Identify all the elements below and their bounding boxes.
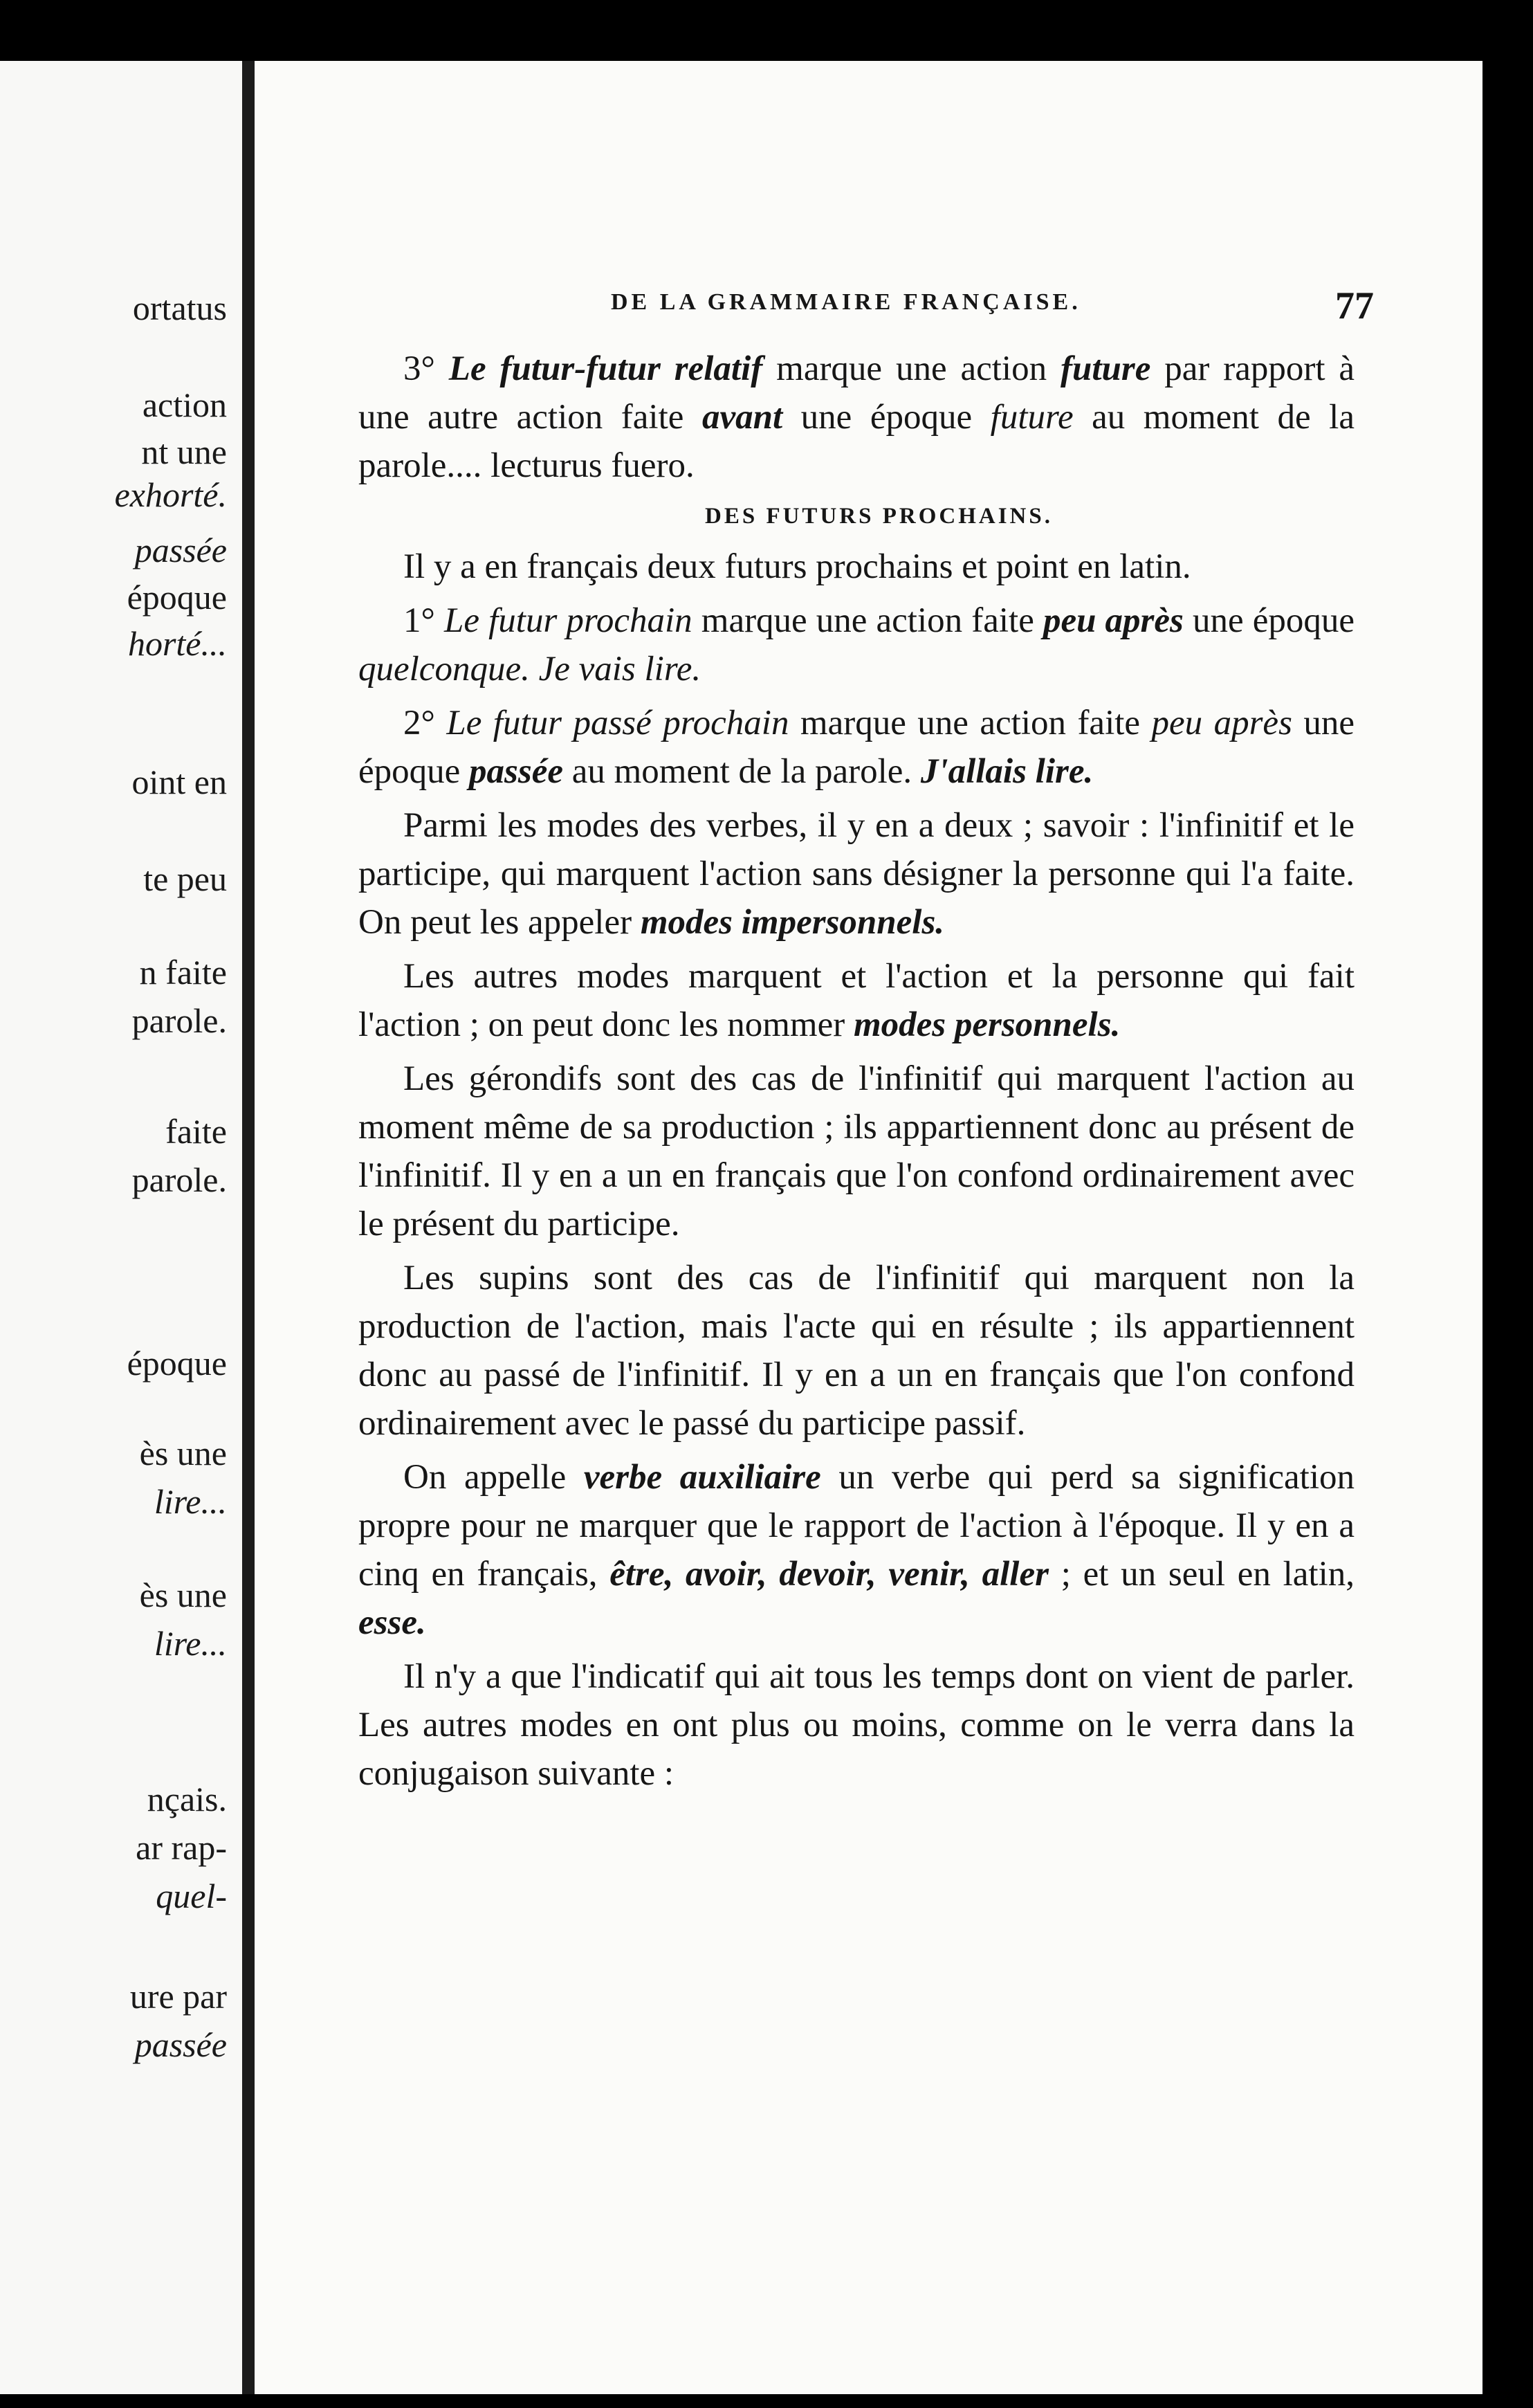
left-page-line: ure par xyxy=(129,1977,227,2016)
left-page-line: oint en xyxy=(131,763,227,801)
left-page-line: époque xyxy=(127,578,227,617)
item-number: 2° xyxy=(403,704,435,742)
text: une époque xyxy=(782,398,991,437)
paragraph-modes-impersonnels xyxy=(358,801,1355,947)
text: une époque xyxy=(1183,601,1355,640)
text: au moment de la parole.... lecturus fuero. xyxy=(358,398,1355,485)
left-page-line: exhorté. xyxy=(114,475,227,514)
item-number: 1° xyxy=(403,601,435,640)
emphasis: verbe auxiliaire xyxy=(583,1458,821,1497)
text: par rapport à une autre action faite xyxy=(358,349,1355,437)
emphasis: passée xyxy=(469,752,563,791)
left-page-line: parole. xyxy=(131,1001,227,1040)
emphasis: quelconque. Je vais lire. xyxy=(358,650,701,688)
left-page-line: parole. xyxy=(131,1160,227,1199)
left-page-line: faite xyxy=(165,1112,227,1151)
emphasis: modes personnels. xyxy=(853,1005,1121,1044)
item-number: 3° xyxy=(403,349,435,388)
paragraph-modes-personnels xyxy=(358,952,1355,1049)
left-page-line: n faite xyxy=(139,953,227,992)
emphasis: peu après xyxy=(1151,704,1292,742)
text: marque une action faite xyxy=(789,704,1152,742)
page-header xyxy=(255,284,1482,338)
text: Les autres modes marquent et l'action et la personne qui fait l'action ; on peut donc les nommer xyxy=(358,957,1355,1044)
paragraph-intro-futurs-prochains: Il y a en français deux futurs prochains et point en latin. xyxy=(403,547,1191,586)
paragraph-futur-passe-prochain xyxy=(358,699,1355,796)
paragraph-gerondifs: Les gérondifs sont des cas de l'infinitif qui marquent l'action au moment même de sa production ; ils appartiennent donc au présent de l'infinitif. Il y en a un en français que l'on confond ordinairement avec le présent du participe. xyxy=(358,1059,1355,1243)
left-page-line: nt une xyxy=(141,432,227,471)
emphasis: future xyxy=(990,398,1074,437)
left-page-line: lire... xyxy=(154,1624,227,1663)
emphasis: esse. xyxy=(358,1603,426,1642)
left-page-line: ortatus xyxy=(132,289,227,327)
left-page-line: ar rap- xyxy=(136,1828,227,1867)
left-page-line: nçais. xyxy=(147,1780,227,1818)
text: ; et un seul en latin, xyxy=(1048,1555,1355,1594)
text: marque une action xyxy=(762,349,1061,388)
section-heading: DES FUTURS PROCHAINS. xyxy=(705,504,1053,529)
left-page-line: action xyxy=(142,385,227,424)
emphasis: être, avoir, devoir, venir, aller xyxy=(609,1555,1049,1594)
left-page-fragment xyxy=(0,61,242,2394)
emphasis: peu après xyxy=(1043,601,1184,640)
left-page-line: ès une xyxy=(139,1576,227,1614)
text: une époque xyxy=(358,704,1355,791)
left-page-line: époque xyxy=(127,1344,227,1383)
left-page-line: te peu xyxy=(143,859,227,898)
text: au moment de la parole. xyxy=(563,752,921,791)
text: marque une action faite xyxy=(692,601,1043,640)
paragraph-supins: Les supins sont des cas de l'infinitif qui marquent non la production de l'action, mais l'acte qui en résulte ; ils appartiennent donc au passé de l'infinitif. Il y en a un en français que l'on confond ordinairement avec le passé du participe passif. xyxy=(358,1259,1355,1443)
paragraph-futur-futur-relatif xyxy=(358,345,1355,490)
term: Le futur passé prochain xyxy=(446,704,789,742)
text: On appelle xyxy=(403,1458,584,1497)
left-page-line: quel- xyxy=(156,1877,227,1915)
emphasis: J'allais lire. xyxy=(920,752,1094,791)
page-gutter xyxy=(242,61,255,2394)
page-body xyxy=(358,345,1355,1803)
term: Le futur prochain xyxy=(444,601,692,640)
page-number: 77 xyxy=(1335,284,1374,327)
right-page xyxy=(255,61,1482,2394)
paragraph-verbe-auxiliaire xyxy=(358,1453,1355,1647)
running-head: DE LA GRAMMAIRE FRANÇAISE. xyxy=(611,289,1081,315)
left-page-line: ès une xyxy=(139,1434,227,1472)
left-page-line: horté... xyxy=(127,624,227,663)
left-page-line: passée xyxy=(134,531,227,569)
paragraph-indicatif: Il n'y a que l'indicatif qui ait tous les temps dont on vient de parler. Les autres modes en ont plus ou moins, comme on le verra dans la conjugaison suivante : xyxy=(358,1657,1355,1793)
emphasis: modes impersonnels. xyxy=(640,903,945,942)
emphasis: future xyxy=(1060,349,1151,388)
emphasis: avant xyxy=(701,398,783,437)
term: Le futur-futur relatif xyxy=(448,349,763,388)
left-page-line: lire... xyxy=(154,1482,227,1521)
text: un verbe qui perd sa signification propre pour ne marquer que le rapport de l'action à l'époque. Il y en a cinq en français, xyxy=(358,1458,1355,1594)
paragraph-futur-prochain xyxy=(358,596,1355,693)
left-page-line: passée xyxy=(134,2025,227,2064)
text: Parmi les modes des verbes, il y en a deux ; savoir : l'infinitif et le participe, qui marquent l'action sans désigner la personne qui l'a faite. On peut les appeler xyxy=(358,806,1355,942)
